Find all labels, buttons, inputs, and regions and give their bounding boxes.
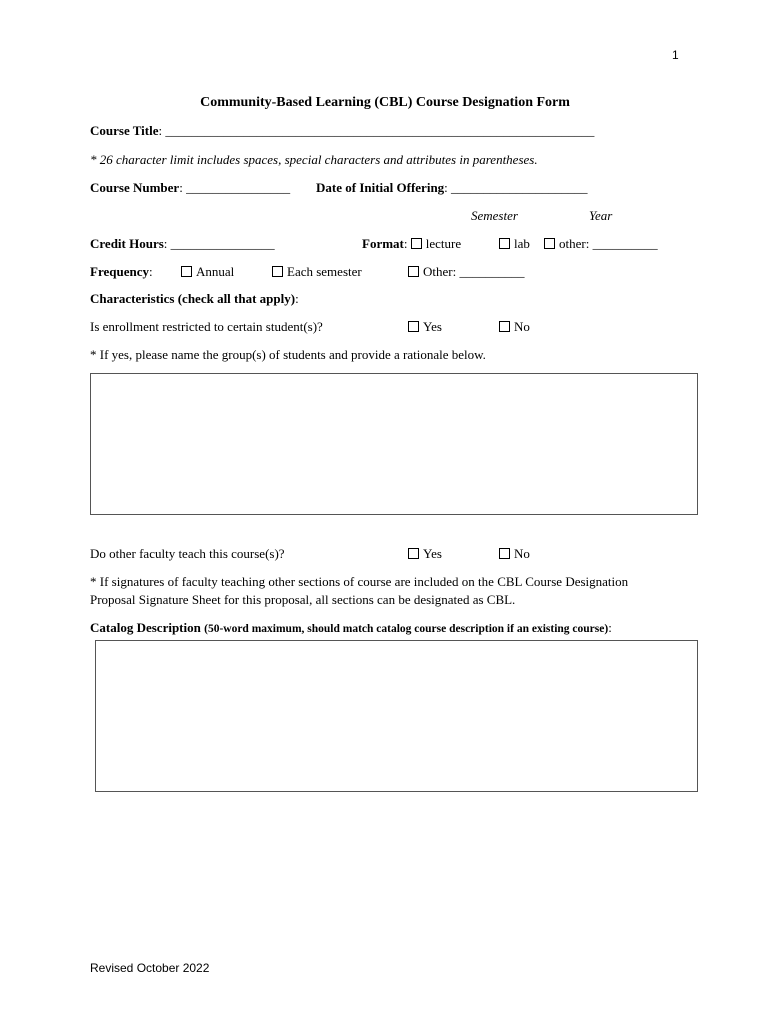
frequency-other-checkbox[interactable] (408, 266, 419, 277)
catalog-label: Catalog Description (90, 620, 201, 635)
date-initial-colon: : (444, 180, 448, 195)
format-lecture-checkbox[interactable] (411, 238, 422, 249)
course-title-colon: : (158, 123, 163, 138)
frequency-semester-option (272, 264, 362, 280)
format-lecture-label: lecture (425, 236, 462, 251)
date-initial-row (316, 180, 588, 196)
enrollment-question: Is enrollment restricted to certain student(s)? (90, 319, 323, 334)
credit-hours-field[interactable]: ________________ (170, 236, 275, 251)
catalog-instructions: (50-word maximum, should match catalog course description if an existing course) (204, 623, 609, 635)
signatures-note-line-1: * If signatures of faculty teaching other sections of course are included on the CBL Course Designation (90, 574, 629, 589)
date-initial-label: Date of Initial Offering (316, 180, 445, 195)
frequency-annual-checkbox[interactable] (181, 266, 192, 277)
frequency-semester-label: Each semester (287, 264, 362, 279)
rationale-text-area[interactable] (90, 373, 698, 515)
frequency-label: Frequency (90, 264, 149, 279)
format-lab-label: lab (514, 236, 530, 251)
course-title-label: Course Title (90, 123, 159, 138)
enrollment-no-label: No (514, 319, 530, 334)
enrollment-no-option (499, 319, 530, 335)
course-number-colon: : (179, 180, 183, 195)
other-faculty-no-option (499, 546, 530, 562)
frequency-colon: : (148, 264, 153, 279)
characteristics-colon: : (295, 291, 299, 306)
frequency-other-option (408, 264, 524, 280)
characteristics-heading (90, 291, 299, 307)
format-other-option (544, 236, 658, 252)
catalog-description-text-area[interactable] (95, 640, 698, 792)
other-faculty-yes-label: Yes (423, 546, 442, 561)
format-label: Format (362, 236, 404, 251)
format-lab-checkbox[interactable] (499, 238, 510, 249)
characteristics-label: Characteristics (check all that apply) (90, 291, 296, 306)
enrollment-yes-label: Yes (423, 319, 442, 334)
frequency-other-field[interactable]: __________ (459, 264, 525, 279)
format-other-label: other: (559, 236, 590, 251)
course-title-field[interactable]: __________________________________________________________________ (165, 123, 595, 138)
format-colon: : (403, 236, 408, 251)
frequency-other-label: Other: (423, 264, 457, 279)
other-faculty-yes-option (408, 546, 442, 562)
format-lab-option (499, 236, 530, 252)
format-other-checkbox[interactable] (544, 238, 555, 249)
enrollment-yes-checkbox[interactable] (408, 321, 419, 332)
catalog-colon: : (608, 620, 612, 635)
frequency-annual-option (181, 264, 234, 280)
format-row (362, 236, 461, 252)
credit-hours-colon: : (163, 236, 168, 251)
char-limit-note: * 26 character limit includes spaces, special characters and attributes in parentheses. (90, 152, 538, 167)
footer-revision: Revised October 2022 (90, 961, 210, 975)
signatures-note-line-2: Proposal Signature Sheet for this proposal, all sections can be designated as CBL. (90, 592, 516, 607)
other-faculty-question: Do other faculty teach this course(s)? (90, 546, 285, 561)
page-title: Community-Based Learning (CBL) Course Designation Form (200, 95, 570, 110)
credit-hours-label: Credit Hours (90, 236, 164, 251)
course-number-row (90, 180, 290, 196)
date-initial-field[interactable]: _____________________ (451, 180, 588, 195)
catalog-heading (90, 620, 612, 636)
course-title-row (90, 123, 594, 139)
page-number: 1 (672, 48, 679, 62)
frequency-semester-checkbox[interactable] (272, 266, 283, 277)
enrollment-no-checkbox[interactable] (499, 321, 510, 332)
other-faculty-no-label: No (514, 546, 530, 561)
course-number-label: Course Number (90, 180, 180, 195)
course-number-field[interactable]: ________________ (186, 180, 291, 195)
semester-label: Semester (471, 208, 518, 223)
frequency-annual-label: Annual (196, 264, 235, 279)
enrollment-note: * If yes, please name the group(s) of students and provide a rationale below. (90, 347, 486, 362)
other-faculty-yes-checkbox[interactable] (408, 548, 419, 559)
format-other-field[interactable]: __________ (592, 236, 658, 251)
enrollment-yes-option (408, 319, 442, 335)
other-faculty-no-checkbox[interactable] (499, 548, 510, 559)
credit-hours-row (90, 236, 275, 252)
frequency-row (90, 264, 153, 280)
year-label: Year (589, 208, 613, 223)
